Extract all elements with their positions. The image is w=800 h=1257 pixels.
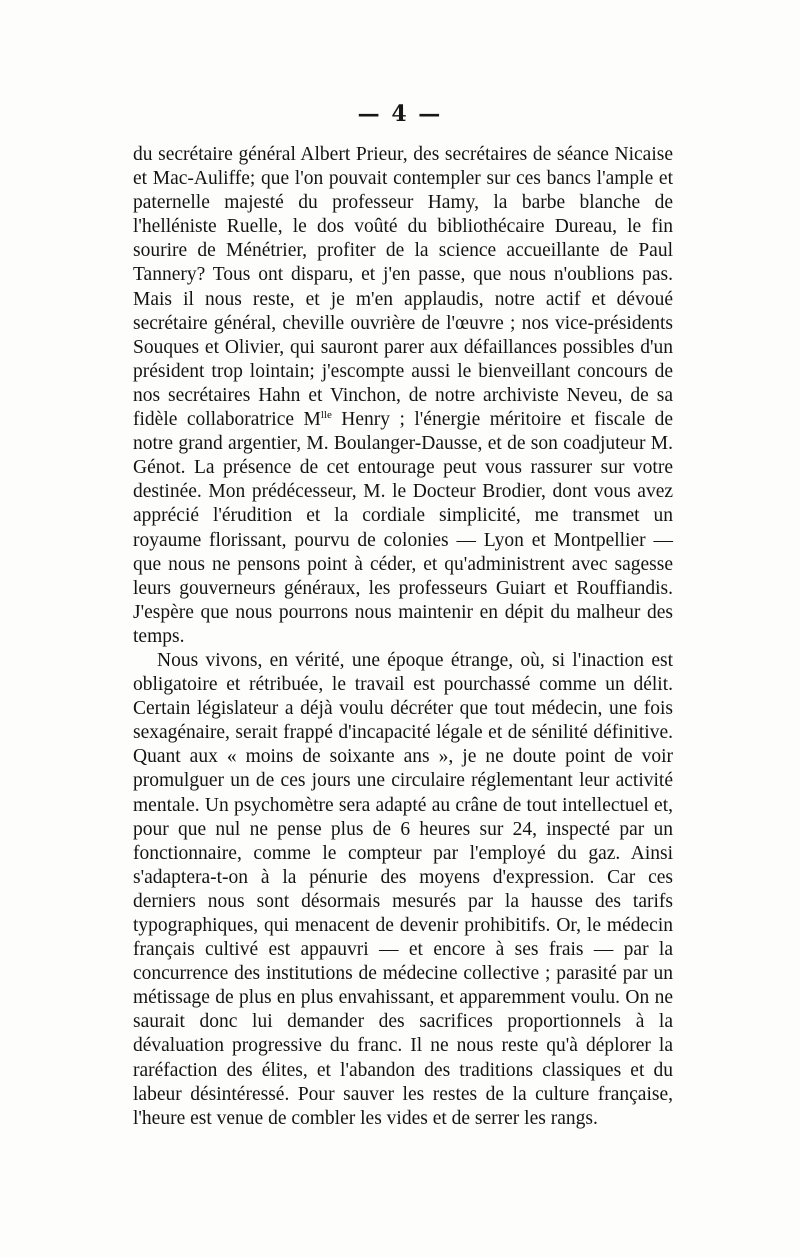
superscript-abbreviation: lle [320, 409, 332, 422]
page-number: — 4 — [357, 101, 443, 127]
paragraph-1-start: du secrétaire général Albert Prieur, des secrétaires de séance Nicaise et Mac-Auliffe; que l'on pouvait contempler sur ces bancs l'ample et paternelle majesté du professeur Hamy, la barbe blanche de l'helléniste Ruelle, le dos voûté du bibliothécaire Dureau, le fin sourire de Ménétrier, profiter de la science accueillante de Paul Tannery? Tous ont disparu, et j'en passe, que nous n'oublions pas. Mais il nous reste, et je m'en applaudis, notre actif et dévoué secrétaire général, cheville ouvrière de l'œuvre ; nos vice-présidents Souques et Olivier, qui sauront parer aux défaillances possibles d'un président trop lointain; j'escompte aussi le bienveillant concours de nos secrétaires Hahn et Vinchon, de notre archiviste Neveu, de sa fidèle collaboratrice M [133, 144, 673, 431]
paragraph-1 [133, 143, 673, 649]
paragraph-1-end: Henry ; l'énergie méritoire et fiscale de notre grand argentier, M. Boulanger-Dausse, et de son coadjuteur M. Génot. La présence de cet entourage peut vous rassurer sur votre destinée. Mon prédécesseur, M. le Docteur Brodier, dont vous avez apprécié l'érudition et la cordiale simplicité, me transmet un royaume florissant, pourvu de colonies — Lyon et Montpellier — que nous ne pensons point à céder, et qu'administrent avec sagesse leurs gouverneurs généraux, les professeurs Guiart et Rouffiandis. J'espère que nous pourrons nous maintenir en dépit du malheur des temps. [133, 409, 673, 647]
body-text [133, 143, 673, 1131]
paragraph-2: Nous vivons, en vérité, une époque étrange, où, si l'inaction est obligatoire et rétribuée, le travail est pourchassé comme un délit. Certain législateur a déjà voulu décréter que tout médecin, une fois sexagénaire, serait frappé d'incapacité légale et de sénilité définitive. Quant aux « moins de soixante ans », je ne doute point de voir promulguer un de ces jours une circulaire réglementant leur activité mentale. Un psychomètre sera adapté au crâne de tout intellectuel et, pour que nul ne pense plus de 6 heures sur 24, inspecté par un fonctionnaire, comme le compteur par l'employé du gaz. Ainsi s'adaptera-t-on à la pénurie des moyens d'expression. Car ces derniers nous sont désormais mesurés par la hausse des tarifs typographiques, qui menacent de devenir prohibitifs. Or, le médecin français cultivé est appauvri — et encore à ses frais — par la concurrence des institutions de médecine collective ; parasité par un métissage de plus en plus envahissant, et apparemment voulu. On ne saurait donc lui demander des sacrifices proportionnels à la dévaluation progressive du franc. Il ne nous reste qu'à déplorer la raréfaction des élites, et l'abandon des traditions classiques et du labeur désintéressé. Pour sauver les restes de la culture française, l'heure est venue de combler les vides et de serrer les rangs. [133, 649, 673, 1129]
